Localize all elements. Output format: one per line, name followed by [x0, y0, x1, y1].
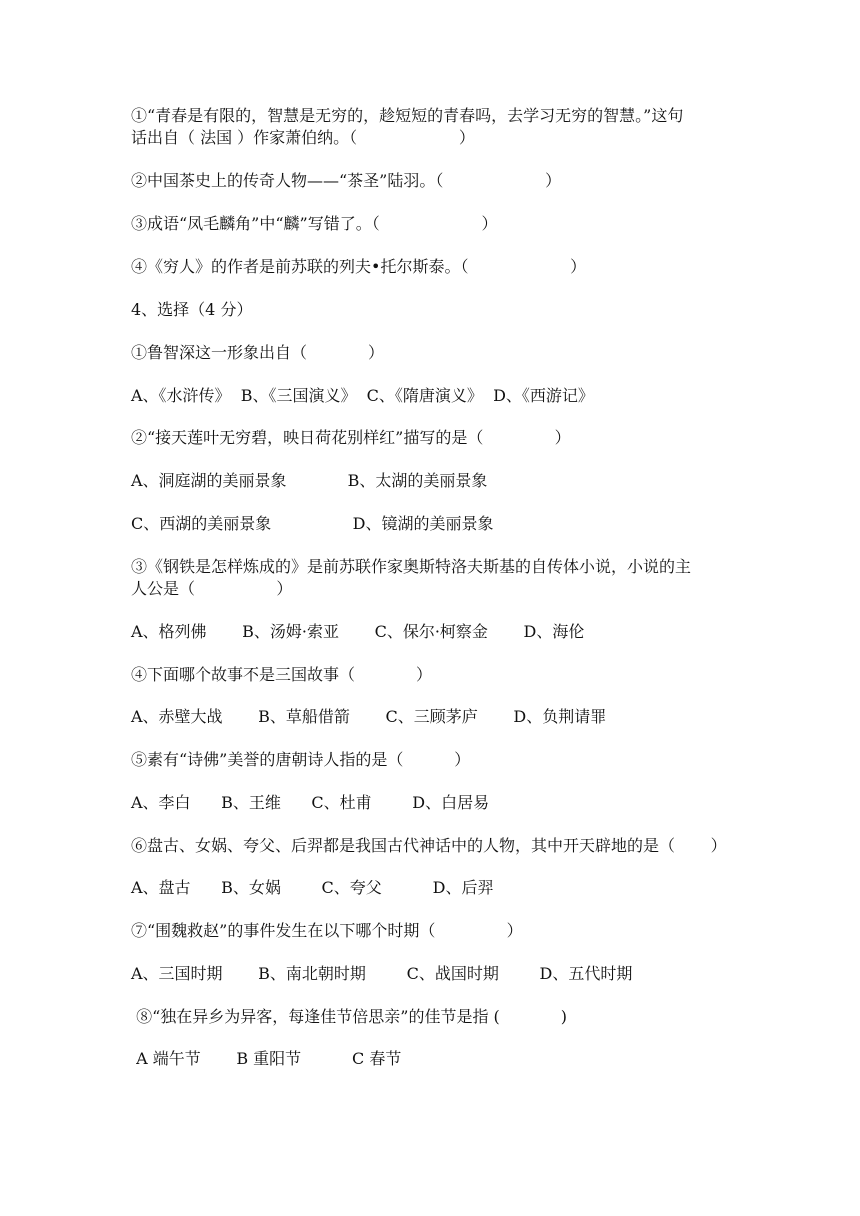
choice-2-options-cd: C、西湖的美丽景象 D、镜湖的美丽景象	[131, 514, 494, 533]
choice-2-options-ab: A、洞庭湖的美丽景象 B、太湖的美丽景象	[131, 471, 488, 490]
choice-7-question: ⑦“围魏救赵”的事件发生在以下哪个时期（ ）	[131, 921, 523, 940]
choice-5-question: ⑤素有“诗佛”美誉的唐朝诗人指的是（ ）	[131, 750, 471, 769]
choice-8-options: A 端午节 B 重阳节 C 春节	[131, 1049, 402, 1068]
choice-3-options: A、格列佛 B、汤姆·索亚 C、保尔·柯察金 D、海伦	[131, 622, 585, 641]
choice-1-options: A、《水浒传》 B、《三国演义》 C、《隋唐演义》 D、《西游记》	[131, 386, 594, 405]
choice-4-options: A、赤壁大战 B、草船借箭 C、三顾茅庐 D、负荆请罪	[131, 707, 607, 726]
question-1-line-2: 话出自（ 法国 ）作家萧伯纳。（ ）	[131, 128, 475, 147]
choice-8-question: ⑧“独在异乡为异客，每逢佳节倍思亲”的佳节是指 ( )	[131, 1007, 568, 1026]
choice-6-question: ⑥盘古、女娲、夸父、后羿都是我国古代神话中的人物，其中开天辟地的是（ ）	[131, 836, 727, 855]
choice-1-question: ①鲁智深这一形象出自（ ）	[131, 343, 385, 362]
question-3: ③成语“凤毛麟角”中“麟”写错了。（ ）	[131, 214, 498, 233]
section-heading: 4、选择（4 分）	[131, 300, 253, 319]
question-2: ②中国茶史上的传奇人物——“茶圣”陆羽。（ ）	[131, 171, 562, 190]
choice-7-options: A、三国时期 B、南北朝时期 C、战国时期 D、五代时期	[131, 964, 633, 983]
choice-6-options: A、盘古 B、女娲 C、夸父 D、后羿	[131, 878, 494, 897]
choice-5-options: A、李白 B、王维 C、杜甫 D、白居易	[131, 793, 490, 812]
question-4: ④《穷人》的作者是前苏联的列夫•托尔斯泰。（ ）	[131, 257, 587, 276]
choice-4-question: ④下面哪个故事不是三国故事（ ）	[131, 665, 433, 684]
choice-3-question-line-1: ③《钢铁是怎样炼成的》是前苏联作家奥斯特洛夫斯基的自传体小说，小说的主	[131, 557, 692, 576]
question-1-line-1: ①“青春是有限的，智慧是无穷的，趁短短的青春吗，去学习无穷的智慧。”这句	[131, 106, 684, 125]
choice-3-question-line-2: 人公是（ ）	[131, 579, 293, 598]
choice-2-question: ②“接天莲叶无穷碧，映日荷花别样红”描写的是（ ）	[131, 428, 571, 447]
